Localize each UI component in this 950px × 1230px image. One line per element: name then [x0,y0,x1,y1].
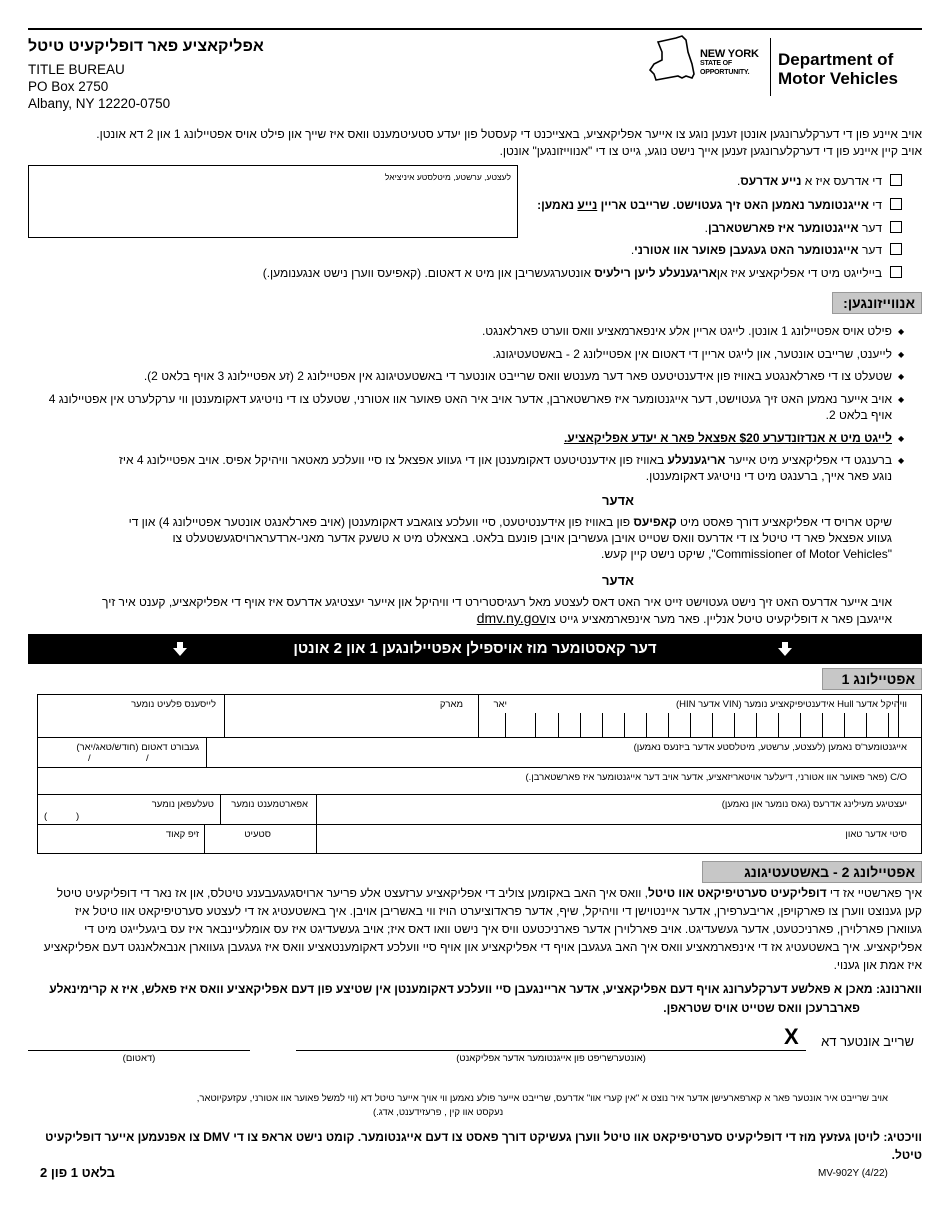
dob-separator: / [146,753,149,764]
instruction-bullet-1: פילט אויס אפטיילונג 1 אונטן. לייגט אריין אלע אינפארמאציע וואס ווערט פארלאנגט. [481,324,892,338]
date-input[interactable] [28,1030,250,1050]
owner-name-input[interactable] [207,738,921,767]
checkbox-name-change[interactable] [890,198,902,210]
check-label-name-change: די אייגנטומער נאמען האט זיך געטוישט. שרייבט אריין נייע נאמען: [537,198,882,212]
apartment-label: אפארטמענט נומער [231,799,308,810]
signature-x-mark: X [784,1024,799,1049]
phone-paren: ) [76,811,80,822]
signature-caption: (אונטערשריפט פון אייגנטומער אדער אפליקאנט) [456,1053,646,1064]
address-line-2: PO Box 2750 [28,79,109,94]
address-line-3: Albany, NY 12220-0750 [28,96,171,111]
check-label-owner-deceased: דער אייגנטומער איז פארשטארבן. [704,221,882,235]
checkbox-owner-deceased[interactable] [890,221,902,233]
care-of-label: C/O (פאר פאוער אוו אטורני, דיעלער אויטאריזאציע, אדער אויב דער אייגנטומער איז פארשטארבן.) [525,772,907,783]
certification-text: איך פארשטיי אז די דופליקעיט סערטיפיקאט אוו טיטל, וואס איך האב באקומען צוליב די אפליקאציע ערזעצט אלע פריער ארויסגעגעבענע טיטלס, און אז נאר די דופליקעיט טיטל קען גענוצט ווערן צו פארקויפן, אריבערפירן, אדער איינטוישן די וויהיקל, שיף, אדער פראדוציערט הויז ווי באשריבן אויבן. איך באשטעטיג אז די לעצטע סערטיפיקאט אוו טיטל איז געווארן פארלוירן, פארניכטעט, אדער געשעדיגט. אויב פארלוירן אדער פארניכטעט וויס איך נישט וואו דאס איז; אויב געשעדיגט איז עס אומלעיינבאר איז עס ביגעלייגט מיט די אפליקאציע. איך באשטעטיג אז די אינפארמאציע וואס איך האב געגעבן אויף די אפליקאציע און אויף סיי וועלכע דאקומענטאציע וואס איז געגעבן געווארן אנבאלאנגט דעם אפליקאציע איז אמת און גענוי. [43,886,922,972]
or-divider-2: אדער [602,573,634,588]
phone-paren: ( [44,811,48,822]
ny-line-3: OPPORTUNITY. [700,69,750,76]
dmv-website-link[interactable]: dmv.ny.gov [476,610,547,626]
arrow-down-icon [173,642,187,656]
plate-label: לייסענס פלעיט נומער [131,699,216,710]
checkbox-lien-release[interactable] [890,266,902,278]
intro-line-1: אויב איינע פון די דערקלערונגען אונטן זענען נוגע צו אייער אפליקאציע, באצייכנט די קעסטל פון יעדע סטעיטמענט וואס איז שייך און פילט אויס אפטיילונג 1 און 2 דא אונטן. [96,127,922,141]
vin-label: וויהיקל אדער Hull אידענטיפיקאציע נומער (VIN אדער HIN) [675,699,907,710]
ny-wordmark [700,50,759,77]
date-caption: (דאטום) [122,1053,156,1064]
intro-line-2: אויב קיין איינע פון די דערקלערונגען זענען אייך נישט נוגע, גייט צו די "אנווייזונגען" אונטן. [499,144,922,158]
instruction-bullet-3: שטעלט צו די פארלאנגטע באוויז פון אידענטיטעט פאר דער מענטש וואס שרייבט אונטער די באשטעטיגונג אין אפטיילונג 2 (זע אפטיילונג 3 אויף בלאט 2). [143,369,892,383]
checkbox-new-address[interactable] [890,174,902,186]
apartment-input[interactable] [221,795,316,824]
dob-input[interactable] [38,738,206,767]
bullet-marker: ◆ [898,456,905,465]
date-line [28,1050,250,1051]
corporate-signer-note: אויב שרייבט איר אונטער פאר א קארפארעישן אדער איר נוצט א "אין קערי אוו" אדרעס, שרייבט אייער פולע נאמען ווי אויך אייער טיטל דא (ווי למשל פאוער אוו אטורני, עקזעקיוטאר, נעקסט אוו קין , פרעזידענט, אדג.) [196,1093,888,1118]
owner-name-label: אייגנטומער'ס נאמען (לעצטע, ערשטע, מיטלסטע אדער ביזנעס נאמען) [633,742,907,753]
mail-option-paragraph: שיקט ארויס די אפליקאציע דורך פאסט מיט קאפיעס פון באוויז פון אידענטיטעט, סיי וועלכע צוגאבע דאקומענטן (אויב פארלאנגט אונטער אפטיילונג 4) און די געווע אפצאל פאר די טיטל צו די אדרעס וואס שטייט אויבן געשריבן אויבן פונעם בלאט. באצאלט מיט א טשעק אדער מאני-ארדערארויסגעשטעלט צו "Commissioner of Motor Vehicles", שיקט נישט קיין קעש. [128,515,892,561]
zip-label: זיפ קאוד [165,829,199,840]
or-divider-1: אדער [602,493,634,508]
year-label: יאר [493,699,507,710]
bullet-marker: ◆ [898,395,905,404]
warning-text: ווארנונג: מאכן א פאלשע דערקלערונג אויף דעם אפליקאציע, אדער אריינגעבן סיי וועלכע דאקומענטן אין שטיצע פון דעם אפליקאציע וואס איז פאלש, איז א קרימינאלע פארברעכן וואס שטייט אויס שטראפן. [49,982,922,1015]
initials-box[interactable] [28,165,518,238]
section-2-header: אפטיילונג 2 - באשטעטיגונג [702,861,922,883]
ny-line-2: STATE OF [700,60,732,67]
dmv-wordmark [778,50,898,88]
bullet-marker: ◆ [898,372,905,381]
important-reminder: וויכטיג: לויטן געזעץ מוז די דופליקעיט סערטיפיקאט אוו טיטל ווערן געשיקט דורך פאסט צו דעם אייגנטומער. קומט נישט אראפ צו די DMV צו אפנעמען אייער דופליקעיט טיטל. [45,1130,922,1162]
instruction-bullet-6: ברענגט די אפליקאציע מיט אייער אריגענעלע באוויז פון אידענטיטעט דאקומענטן און די געווע אפצאל צו סיי וועלכע מאטאר וויהיקל אפיס. אויב אפטיילונג 4 איז נוגע פאר אייך, ברענגט מיט די נויטיגע דאקומענטן. [119,453,892,483]
bullet-marker: ◆ [898,434,905,443]
arrow-down-icon [778,642,792,656]
sign-here-label: שרייב אונטער דא [821,1034,914,1049]
initials-box-label: לעצטע, ערשטע, מיטלסטע איניציאל [384,172,511,182]
customer-must-complete-bar [28,634,922,664]
city-label: סיטי אדער טאון [845,829,907,840]
bullet-marker: ◆ [898,350,905,359]
phone-input[interactable] [38,795,220,824]
zip-input[interactable] [38,825,204,854]
dmv-line-1: Department of [778,50,894,69]
check-label-new-address: די אדרעס איז א נייע אדרעס. [736,174,882,188]
ny-line-1: NEW YORK [700,48,759,60]
mailing-address-input[interactable] [317,795,921,824]
city-input[interactable] [317,825,921,854]
online-option-paragraph: אויב אייער אדרעס האט זיך נישט געטוישט זייט איר האט דאס לעצטע מאל רעגיסטרירט די וויהיקל און אייער יעצטיגע אדרעס איז אויף די אפליקאציע, קענט איר זיך אייגעבן פאר א דופליקעיט טיטל אנליין. פאר מער אינפארמאציע גייט צוdmv.ny.gov [102,595,892,626]
bar-text: דער קאסטומער מוז אויספילן אפטיילונגען 1 און 2 אונטן [293,640,657,657]
signature-line [296,1050,806,1051]
form-number: MV-902Y (4/22) [818,1168,888,1179]
instruction-bullet-4: אויב אייער נאמען האט זיך געטוישט, דער אייגנטומער איז פארשטארבן, אדער אויב איר האט פאוער אוו אטורני, שטעלט צו די נויטיגע דאקומענטן ווי ערקלערט אין אפטיילונג 4 אויף בלאט 2. [48,392,892,422]
section-1-grid [37,694,922,854]
logo-divider [770,38,771,96]
checkbox-power-of-attorney[interactable] [890,243,902,255]
phone-label: טעלעפאן נומער [151,799,214,810]
dmv-line-2: Motor Vehicles [778,69,898,88]
mailing-address-label: יעצטיגע מעילינג אדרעס (גאס נומער און נאמען) [721,799,907,810]
top-rule [28,28,922,30]
dob-label: געבורט דאטום (חודש/טאג/יאר) [76,742,199,753]
instructions-header: אנווייזונגען: [832,292,922,314]
address-line-1: TITLE BUREAU [28,62,125,77]
vin-input[interactable] [38,695,898,737]
signature-input[interactable] [296,1030,806,1050]
instruction-bullet-2: לייענט, שרייבט אונטער, און לייגט אריין די דאטום אין אפטיילונג 2 - באשטעטיגונג. [492,347,892,361]
state-input[interactable] [205,825,316,854]
check-label-power-of-attorney: דער אייגנטומער האט געגעבן פאוער אוו אטורני. [630,243,882,257]
intro-text [28,126,922,160]
bullet-marker: ◆ [898,327,905,336]
section-1-header: אפטיילונג 1 [822,668,922,690]
dob-separator: / [88,753,91,764]
check-label-lien-release: ביילייגט מיט די אפליקאציע איז אןאריגענעלע ליען רילעיס אונטערגעשריבן און מיט א דאטום. (קאפיעס ווערן נישט אנגענומען.) [262,266,882,280]
state-label: סטעיט [244,829,271,840]
instruction-bullet-5: לייגט מיט א אנדזונדערע $20 אפצאל פאר א יעדע אפליקאציע. [563,431,892,445]
new-york-state-map-icon [648,34,698,86]
care-of-input[interactable] [38,768,921,794]
page-number: בלאט 1 פון 2 [40,1165,115,1180]
dmv-logo [648,34,924,100]
form-title: אפליקאציע פאר דופליקעיט טיטל [28,38,264,55]
make-label: מארק [439,699,463,710]
